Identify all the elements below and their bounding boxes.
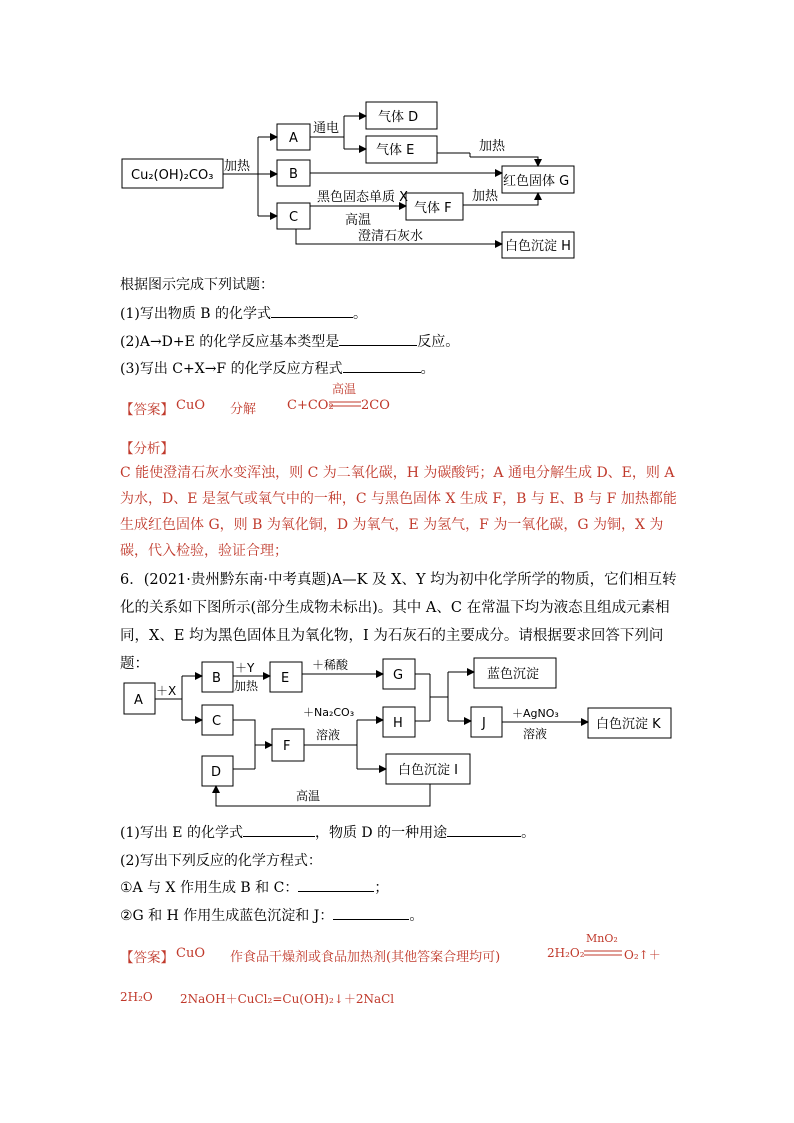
label-heat-main: 加热 [224, 159, 251, 174]
answer-blank [339, 345, 417, 346]
label2-solution1: 溶液 [316, 728, 341, 742]
q5-answer-1: CuO [176, 398, 205, 413]
label2-high-temp: 高温 [296, 789, 321, 803]
q6-answer-3-cond: MnO₂ [586, 932, 618, 945]
q6-q2b-text: ②G 和 H 作用生成蓝色沉淀和 J： [120, 908, 334, 924]
node2-g-label: G [393, 668, 404, 683]
node2-j-label: J [482, 716, 486, 731]
node2-blue-label: 蓝色沉淀 [487, 667, 540, 682]
equals-sign [329, 400, 361, 408]
q6-question-1 [120, 822, 535, 842]
node-c-label: C [289, 210, 299, 225]
q6-q2b-end: 。 [409, 908, 424, 924]
label2-na2co3: ＋Na₂CO₃ [303, 706, 355, 719]
node2-b-label: B [212, 671, 221, 686]
node-d-label: 气体 D [378, 110, 419, 125]
node-start-label: Cu₂(OH)₂CO₃ [131, 168, 214, 183]
label2-plus-y: ＋Y [235, 661, 255, 675]
q5-analysis-text: C 能使澄清石灰水变浑浊，则 C 为二氧化碳，H 为碳酸钙；A 通电分解生成 D、E，则 A 为水，D、E 是氢气或氧气中的一种，C 与黑色固体 X 生成 F，B 与 E、B 与 F 加热都能生成红色固体 G，则 B 为氧化铜，D 为氧气，E 为氢气，F 为一氧化碳，G 为铜，X 为碳，代入检验，验证合理； [120, 465, 677, 559]
q6-stem: 6．(2021·贵州黔东南·中考真题)A—K 及 X、Y 均为初中化学所学的物质，它们相互转化的关系如下图所示(部分生成物未标出)。其中 A、C 在常温下均为液态且组成元素相同，X、E 均为黑色固体且为氧化物，I 为石灰石的主要成分。请根据要求回答下列问题： [120, 572, 677, 672]
label2-plus-x: ＋X [156, 684, 177, 698]
q6-q1-text: (1)写出 E 的化学式 [120, 825, 243, 841]
q5-answer-label: 【答案】 [120, 402, 174, 418]
node-h-label: 白色沉淀 H [505, 239, 571, 254]
q6-question-2b [120, 905, 423, 925]
answer-blank [298, 891, 374, 892]
node2-j [471, 707, 502, 737]
equals-sign [584, 949, 622, 957]
q6-answer-3-cont: 2H₂O [120, 990, 153, 1004]
q5-q1-text: (1)写出物质 B 的化学式 [120, 306, 272, 322]
label2-agno3: ＋AgNO₃ [512, 707, 559, 720]
label-black-x: 黑色固态单质 X [317, 190, 409, 205]
q5-answer-3-cond: 高温 [332, 382, 357, 396]
node-f-label: 气体 F [414, 201, 452, 216]
q6-answer-3-left: 2H₂O₂ [547, 946, 585, 960]
node2-k-label: 白色沉淀 K [596, 717, 661, 732]
q5-q2-end: 反应。 [417, 334, 460, 350]
q6-answer-4: 2NaOH＋CuCl₂=Cu(OH)₂↓＋2NaCl [180, 992, 395, 1006]
answer-blank [343, 372, 421, 373]
node2-f-label: F [283, 739, 291, 754]
node-g-label: 红色固体 G [503, 174, 570, 189]
q5-answer-2: 分解 [230, 402, 257, 417]
q5-answer-3-right: 2CO [361, 398, 390, 413]
node2-d-label: D [211, 765, 222, 780]
q5-answer-3-left: C+CO₂ [287, 398, 334, 413]
answer-blank [333, 919, 409, 920]
label-heat-e: 加热 [479, 139, 506, 154]
q6-question-2a [120, 877, 388, 897]
q5-q2-text: (2)A→D+E 的化学反应基本类型是 [120, 334, 340, 350]
q6-q2a-end: ； [374, 880, 389, 896]
node-a-label: A [289, 131, 298, 146]
node2-c-label: C [212, 714, 222, 729]
node2-h-label: H [393, 716, 403, 731]
q6-answer-1: CuO [176, 946, 205, 961]
diagram-2 [0, 650, 794, 820]
label-high-temp: 高温 [345, 213, 372, 228]
q5-analysis-label: 【分析】 [120, 441, 174, 457]
q5-q1-end: 。 [353, 306, 368, 322]
answer-blank [243, 836, 315, 837]
q6-question-2: (2)写出下列反应的化学方程式： [120, 853, 322, 869]
q6-q2a-text: ①A 与 X 作用生成 B 和 C： [120, 880, 299, 896]
node2-a-label: A [134, 693, 143, 708]
label-limewater: 澄清石灰水 [358, 229, 424, 244]
answer-blank [271, 317, 353, 318]
q5-intro: 根据图示完成下列试题： [120, 277, 274, 293]
label-heat-f: 加热 [472, 189, 499, 204]
node-b-label: B [289, 167, 298, 182]
q6-answer-3-right: O₂↑＋ [624, 948, 661, 962]
q5-question-3 [120, 358, 435, 378]
q5-q3-end: 。 [420, 361, 435, 377]
q6-q1-mid: ，物质 D 的一种用途 [314, 825, 448, 841]
node-e-label: 气体 E [376, 143, 415, 158]
q5-question-2 [120, 331, 459, 351]
q6-q1-end: 。 [521, 825, 536, 841]
node2-e-label: E [281, 671, 290, 686]
q5-question-1 [120, 303, 367, 323]
q6-answer-label: 【答案】 [120, 950, 174, 966]
label2-solution2: 溶液 [523, 727, 548, 741]
q5-q3-text: (3)写出 C+X→F 的化学反应方程式 [120, 361, 343, 377]
label2-heat: 加热 [234, 679, 259, 693]
label-electrolysis: 通电 [313, 121, 340, 136]
answer-blank [447, 836, 521, 837]
diagram-1 [0, 0, 794, 270]
label2-dilute-acid: ＋稀酸 [312, 658, 349, 672]
node2-i-label: 白色沉淀 I [398, 763, 458, 778]
q6-answer-2: 作食品干燥剂或食品加热剂(其他答案合理均可) [230, 950, 501, 965]
